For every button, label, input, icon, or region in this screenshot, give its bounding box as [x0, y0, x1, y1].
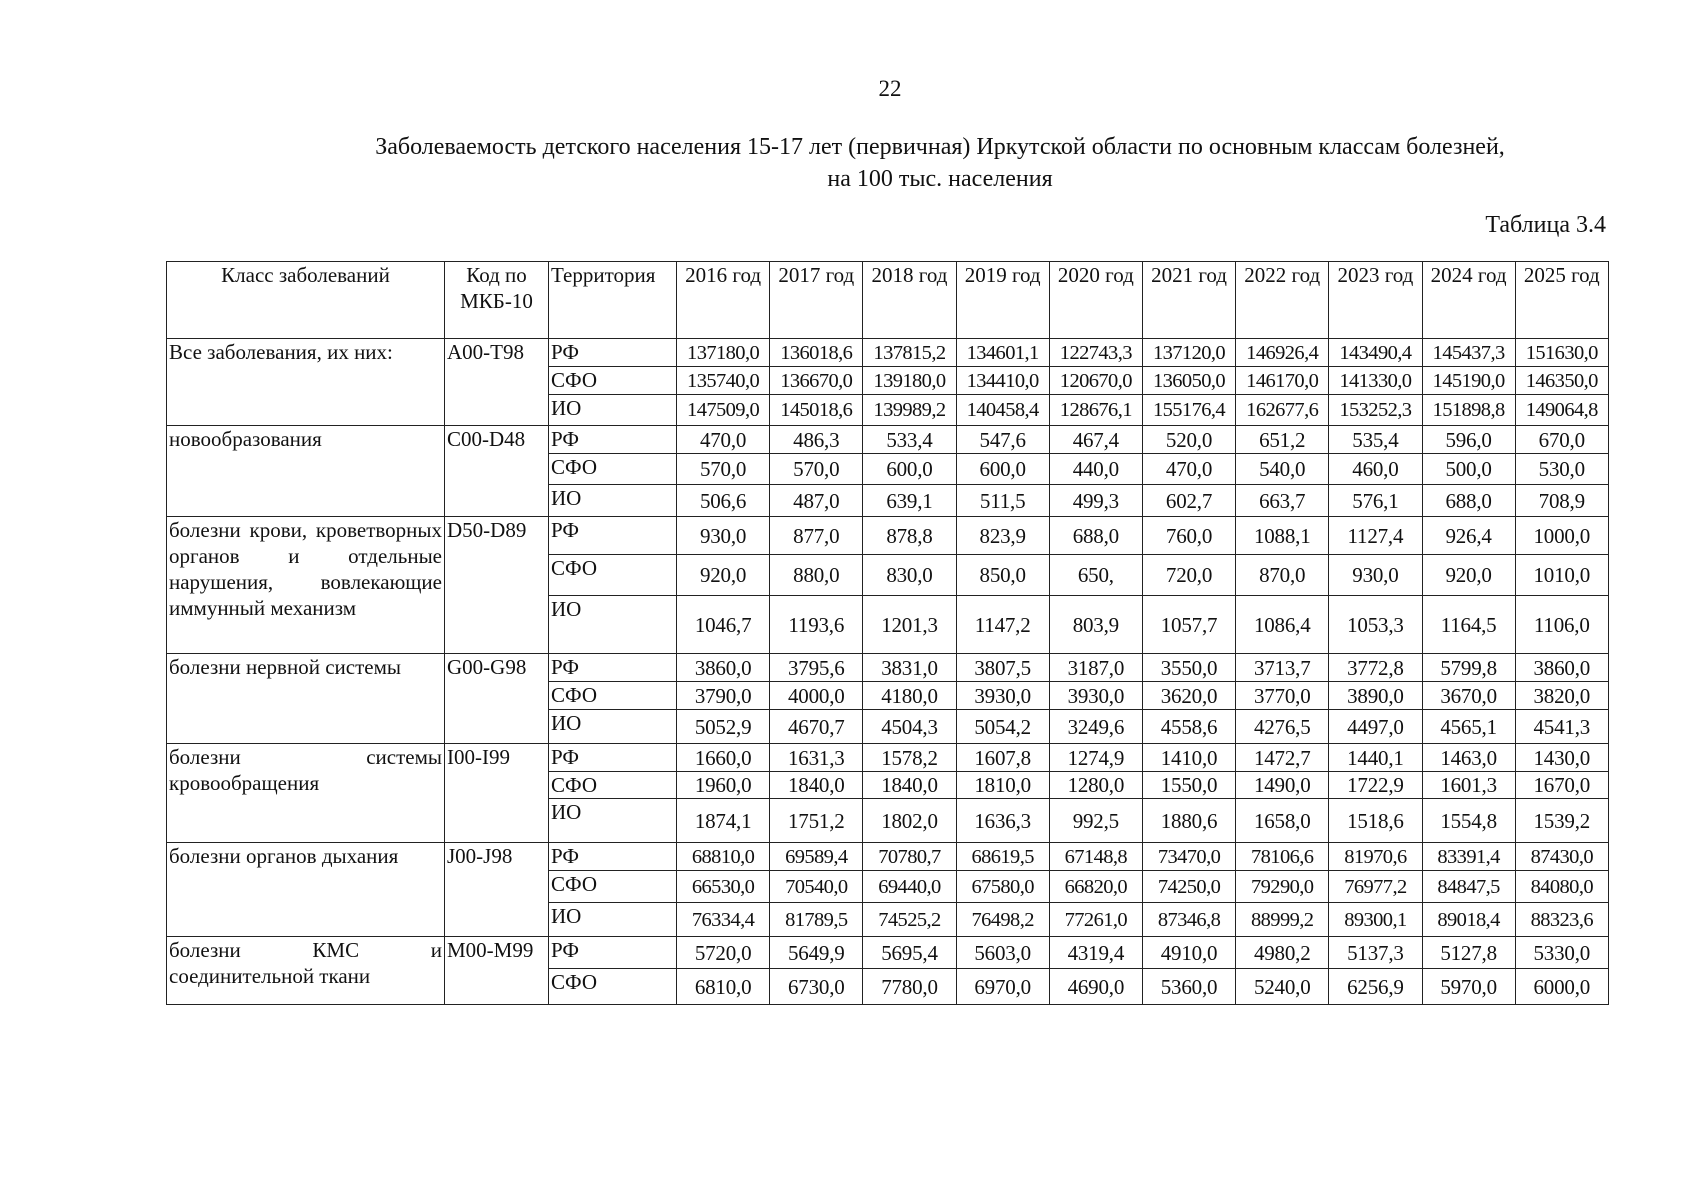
value-cell: 877,0 [770, 517, 863, 555]
value-cell: 670,0 [1515, 426, 1608, 454]
disease-class-cell: болезни органов дыхания [167, 843, 445, 937]
icd-code-cell: G00-G98 [445, 654, 549, 744]
value-cell: 1874,1 [677, 799, 770, 843]
header-year: 2025 год [1515, 262, 1608, 339]
value-cell: 1840,0 [863, 772, 956, 799]
value-cell: 84080,0 [1515, 871, 1608, 903]
value-cell: 3890,0 [1329, 682, 1422, 710]
value-cell: 1463,0 [1422, 744, 1515, 772]
value-cell: 930,0 [677, 517, 770, 555]
value-cell: 6730,0 [770, 969, 863, 1005]
value-cell: 5360,0 [1142, 969, 1235, 1005]
territory-cell: СФО [549, 772, 677, 799]
value-cell: 3670,0 [1422, 682, 1515, 710]
value-cell: 467,4 [1049, 426, 1142, 454]
value-cell: 87430,0 [1515, 843, 1608, 871]
value-cell: 128676,1 [1049, 395, 1142, 426]
value-cell: 1810,0 [956, 772, 1049, 799]
value-cell: 1147,2 [956, 596, 1049, 654]
value-cell: 134601,1 [956, 339, 1049, 367]
value-cell: 146926,4 [1236, 339, 1329, 367]
header-year: 2024 год [1422, 262, 1515, 339]
value-cell: 878,8 [863, 517, 956, 555]
value-cell: 76498,2 [956, 903, 1049, 937]
value-cell: 500,0 [1422, 454, 1515, 485]
value-cell: 639,1 [863, 485, 956, 517]
page-number: 22 [878, 76, 902, 101]
territory-cell: СФО [549, 367, 677, 395]
value-cell: 823,9 [956, 517, 1049, 555]
territory-cell: РФ [549, 517, 677, 555]
value-cell: 6810,0 [677, 969, 770, 1005]
value-cell: 440,0 [1049, 454, 1142, 485]
value-cell: 134410,0 [956, 367, 1049, 395]
value-cell: 3930,0 [1049, 682, 1142, 710]
value-cell: 88323,6 [1515, 903, 1608, 937]
table-row [167, 517, 1609, 555]
header-year: 2018 год [863, 262, 956, 339]
value-cell: 1607,8 [956, 744, 1049, 772]
value-cell: 74250,0 [1142, 871, 1235, 903]
value-cell: 1631,3 [770, 744, 863, 772]
territory-cell: СФО [549, 969, 677, 1005]
territory-cell: ИО [549, 710, 677, 744]
header-code: Код по МКБ-10 [445, 262, 549, 339]
value-cell: 530,0 [1515, 454, 1608, 485]
value-cell: 5054,2 [956, 710, 1049, 744]
value-cell: 139180,0 [863, 367, 956, 395]
value-cell: 6256,9 [1329, 969, 1422, 1005]
territory-cell: РФ [549, 654, 677, 682]
icd-code-cell: D50-D89 [445, 517, 549, 654]
value-cell: 1274,9 [1049, 744, 1142, 772]
value-cell: 830,0 [863, 555, 956, 596]
value-cell: 1539,2 [1515, 799, 1608, 843]
value-cell: 145190,0 [1422, 367, 1515, 395]
value-cell: 1053,3 [1329, 596, 1422, 654]
territory-cell: СФО [549, 682, 677, 710]
value-cell: 3770,0 [1236, 682, 1329, 710]
value-cell: 3187,0 [1049, 654, 1142, 682]
value-cell: 600,0 [863, 454, 956, 485]
document-title [240, 131, 1640, 195]
value-cell: 1880,6 [1142, 799, 1235, 843]
value-cell: 1554,8 [1422, 799, 1515, 843]
value-cell: 76334,4 [677, 903, 770, 937]
value-cell: 760,0 [1142, 517, 1235, 555]
value-cell: 4910,0 [1142, 937, 1235, 969]
value-cell: 1088,1 [1236, 517, 1329, 555]
value-cell: 470,0 [677, 426, 770, 454]
value-cell: 137120,0 [1142, 339, 1235, 367]
value-cell: 1751,2 [770, 799, 863, 843]
value-cell: 1410,0 [1142, 744, 1235, 772]
header-year: 2020 год [1049, 262, 1142, 339]
value-cell: 5137,3 [1329, 937, 1422, 969]
table-row [167, 654, 1609, 682]
value-cell: 1490,0 [1236, 772, 1329, 799]
icd-code-cell: J00-J98 [445, 843, 549, 937]
value-cell: 3860,0 [1515, 654, 1608, 682]
value-cell: 3772,8 [1329, 654, 1422, 682]
disease-class-cell: болезни крови, кроветворных органов и отдельные нарушения, вовлекающие иммунный механизм [167, 517, 445, 654]
value-cell: 3790,0 [677, 682, 770, 710]
value-cell: 540,0 [1236, 454, 1329, 485]
value-cell: 5970,0 [1422, 969, 1515, 1005]
value-cell: 68619,5 [956, 843, 1049, 871]
value-cell: 4565,1 [1422, 710, 1515, 744]
value-cell: 4504,3 [863, 710, 956, 744]
header-year: 2022 год [1236, 262, 1329, 339]
value-cell: 3820,0 [1515, 682, 1608, 710]
value-cell: 930,0 [1329, 555, 1422, 596]
value-cell: 992,5 [1049, 799, 1142, 843]
value-cell: 151630,0 [1515, 339, 1608, 367]
value-cell: 66530,0 [677, 871, 770, 903]
value-cell: 1280,0 [1049, 772, 1142, 799]
value-cell: 1658,0 [1236, 799, 1329, 843]
value-cell: 1106,0 [1515, 596, 1608, 654]
value-cell: 4319,4 [1049, 937, 1142, 969]
header-year: 2023 год [1329, 262, 1422, 339]
value-cell: 5649,9 [770, 937, 863, 969]
value-cell: 1046,7 [677, 596, 770, 654]
value-cell: 5127,8 [1422, 937, 1515, 969]
table-header-row [167, 262, 1609, 339]
value-cell: 76977,2 [1329, 871, 1422, 903]
header-year: 2017 год [770, 262, 863, 339]
table-row [167, 426, 1609, 454]
value-cell: 688,0 [1049, 517, 1142, 555]
value-cell: 120670,0 [1049, 367, 1142, 395]
value-cell: 1722,9 [1329, 772, 1422, 799]
value-cell: 140458,4 [956, 395, 1049, 426]
value-cell: 83391,4 [1422, 843, 1515, 871]
value-cell: 136670,0 [770, 367, 863, 395]
value-cell: 4541,3 [1515, 710, 1608, 744]
value-cell: 89018,4 [1422, 903, 1515, 937]
value-cell: 155176,4 [1142, 395, 1235, 426]
value-cell: 141330,0 [1329, 367, 1422, 395]
value-cell: 511,5 [956, 485, 1049, 517]
value-cell: 5720,0 [677, 937, 770, 969]
header-class: Класс заболеваний [167, 262, 445, 339]
value-cell: 136050,0 [1142, 367, 1235, 395]
value-cell: 1201,3 [863, 596, 956, 654]
value-cell: 3550,0 [1142, 654, 1235, 682]
value-cell: 1670,0 [1515, 772, 1608, 799]
value-cell: 136018,6 [770, 339, 863, 367]
value-cell: 520,0 [1142, 426, 1235, 454]
value-cell: 651,2 [1236, 426, 1329, 454]
value-cell: 3713,7 [1236, 654, 1329, 682]
value-cell: 3620,0 [1142, 682, 1235, 710]
disease-class-cell: Все заболевания, их них: [167, 339, 445, 426]
value-cell: 1578,2 [863, 744, 956, 772]
value-cell: 151898,8 [1422, 395, 1515, 426]
value-cell: 1010,0 [1515, 555, 1608, 596]
disease-class-cell: болезни КМС и соединительной ткани [167, 937, 445, 1005]
icd-code-cell: M00-M99 [445, 937, 549, 1005]
value-cell: 1127,4 [1329, 517, 1422, 555]
value-cell: 870,0 [1236, 555, 1329, 596]
value-cell: 79290,0 [1236, 871, 1329, 903]
territory-cell: СФО [549, 871, 677, 903]
value-cell: 470,0 [1142, 454, 1235, 485]
value-cell: 89300,1 [1329, 903, 1422, 937]
value-cell: 143490,4 [1329, 339, 1422, 367]
value-cell: 533,4 [863, 426, 956, 454]
value-cell: 535,4 [1329, 426, 1422, 454]
value-cell: 6970,0 [956, 969, 1049, 1005]
table-caption: Таблица 3.4 [1485, 212, 1606, 238]
value-cell: 1660,0 [677, 744, 770, 772]
value-cell: 720,0 [1142, 555, 1235, 596]
value-cell: 68810,0 [677, 843, 770, 871]
value-cell: 87346,8 [1142, 903, 1235, 937]
title-line-1: Заболеваемость детского населения 15-17 лет (первичная) Иркутской области по основным классам болезней, [375, 134, 1505, 160]
value-cell: 4558,6 [1142, 710, 1235, 744]
value-cell: 920,0 [677, 555, 770, 596]
value-cell: 1057,7 [1142, 596, 1235, 654]
value-cell: 70540,0 [770, 871, 863, 903]
table-row [167, 339, 1609, 367]
value-cell: 4000,0 [770, 682, 863, 710]
value-cell: 1802,0 [863, 799, 956, 843]
value-cell: 3831,0 [863, 654, 956, 682]
value-cell: 1000,0 [1515, 517, 1608, 555]
value-cell: 147509,0 [677, 395, 770, 426]
territory-cell: ИО [549, 903, 677, 937]
disease-class-cell: новообразования [167, 426, 445, 517]
value-cell: 88999,2 [1236, 903, 1329, 937]
territory-cell: РФ [549, 937, 677, 969]
table-row [167, 843, 1609, 871]
value-cell: 66820,0 [1049, 871, 1142, 903]
value-cell: 3795,6 [770, 654, 863, 682]
icd-code-cell: A00-T98 [445, 339, 549, 426]
value-cell: 146170,0 [1236, 367, 1329, 395]
value-cell: 1601,3 [1422, 772, 1515, 799]
value-cell: 78106,6 [1236, 843, 1329, 871]
value-cell: 67148,8 [1049, 843, 1142, 871]
value-cell: 1518,6 [1329, 799, 1422, 843]
value-cell: 81789,5 [770, 903, 863, 937]
value-cell: 4276,5 [1236, 710, 1329, 744]
value-cell: 926,4 [1422, 517, 1515, 555]
territory-cell: РФ [549, 426, 677, 454]
value-cell: 3249,6 [1049, 710, 1142, 744]
value-cell: 1840,0 [770, 772, 863, 799]
value-cell: 5695,4 [863, 937, 956, 969]
territory-cell: СФО [549, 454, 677, 485]
icd-code-cell: C00-D48 [445, 426, 549, 517]
value-cell: 1440,1 [1329, 744, 1422, 772]
value-cell: 145018,6 [770, 395, 863, 426]
value-cell: 5240,0 [1236, 969, 1329, 1005]
value-cell: 139989,2 [863, 395, 956, 426]
value-cell: 5052,9 [677, 710, 770, 744]
value-cell: 7780,0 [863, 969, 956, 1005]
value-cell: 486,3 [770, 426, 863, 454]
territory-cell: СФО [549, 555, 677, 596]
value-cell: 803,9 [1049, 596, 1142, 654]
value-cell: 1430,0 [1515, 744, 1608, 772]
value-cell: 3807,5 [956, 654, 1049, 682]
territory-cell: РФ [549, 339, 677, 367]
table-body [167, 339, 1609, 1005]
value-cell: 850,0 [956, 555, 1049, 596]
value-cell: 81970,6 [1329, 843, 1422, 871]
territory-cell: ИО [549, 485, 677, 517]
value-cell: 506,6 [677, 485, 770, 517]
header-year: 2019 год [956, 262, 1049, 339]
value-cell: 487,0 [770, 485, 863, 517]
value-cell: 149064,8 [1515, 395, 1608, 426]
value-cell: 146350,0 [1515, 367, 1608, 395]
value-cell: 576,1 [1329, 485, 1422, 517]
value-cell: 460,0 [1329, 454, 1422, 485]
value-cell: 1193,6 [770, 596, 863, 654]
value-cell: 137180,0 [677, 339, 770, 367]
value-cell: 4980,2 [1236, 937, 1329, 969]
title-line-2: на 100 тыс. населения [827, 166, 1053, 192]
value-cell: 1960,0 [677, 772, 770, 799]
value-cell: 145437,3 [1422, 339, 1515, 367]
value-cell: 5603,0 [956, 937, 1049, 969]
value-cell: 137815,2 [863, 339, 956, 367]
territory-cell: РФ [549, 744, 677, 772]
value-cell: 570,0 [770, 454, 863, 485]
value-cell: 6000,0 [1515, 969, 1608, 1005]
table-row [167, 744, 1609, 772]
value-cell: 663,7 [1236, 485, 1329, 517]
territory-cell: ИО [549, 395, 677, 426]
value-cell: 67580,0 [956, 871, 1049, 903]
value-cell: 688,0 [1422, 485, 1515, 517]
value-cell: 4497,0 [1329, 710, 1422, 744]
value-cell: 69589,4 [770, 843, 863, 871]
value-cell: 1472,7 [1236, 744, 1329, 772]
value-cell: 74525,2 [863, 903, 956, 937]
icd-code-cell: I00-I99 [445, 744, 549, 843]
disease-class-cell: болезни нервной системы [167, 654, 445, 744]
value-cell: 570,0 [677, 454, 770, 485]
header-year: 2016 год [677, 262, 770, 339]
value-cell: 1164,5 [1422, 596, 1515, 654]
morbidity-table [166, 261, 1609, 1005]
value-cell: 73470,0 [1142, 843, 1235, 871]
value-cell: 1636,3 [956, 799, 1049, 843]
table-row [167, 937, 1609, 969]
value-cell: 77261,0 [1049, 903, 1142, 937]
value-cell: 499,3 [1049, 485, 1142, 517]
value-cell: 4180,0 [863, 682, 956, 710]
value-cell: 135740,0 [677, 367, 770, 395]
value-cell: 600,0 [956, 454, 1049, 485]
value-cell: 69440,0 [863, 871, 956, 903]
value-cell: 596,0 [1422, 426, 1515, 454]
territory-cell: ИО [549, 799, 677, 843]
value-cell: 920,0 [1422, 555, 1515, 596]
territory-cell: РФ [549, 843, 677, 871]
value-cell: 4690,0 [1049, 969, 1142, 1005]
header-territory: Территория [549, 262, 677, 339]
value-cell: 3930,0 [956, 682, 1049, 710]
value-cell: 153252,3 [1329, 395, 1422, 426]
value-cell: 5799,8 [1422, 654, 1515, 682]
disease-class-cell: болезни системы кровообращения [167, 744, 445, 843]
value-cell: 4670,7 [770, 710, 863, 744]
territory-cell: ИО [549, 596, 677, 654]
value-cell: 162677,6 [1236, 395, 1329, 426]
value-cell: 84847,5 [1422, 871, 1515, 903]
value-cell: 880,0 [770, 555, 863, 596]
value-cell: 1550,0 [1142, 772, 1235, 799]
value-cell: 5330,0 [1515, 937, 1608, 969]
value-cell: 3860,0 [677, 654, 770, 682]
value-cell: 650, [1049, 555, 1142, 596]
value-cell: 1086,4 [1236, 596, 1329, 654]
value-cell: 708,9 [1515, 485, 1608, 517]
value-cell: 70780,7 [863, 843, 956, 871]
value-cell: 122743,3 [1049, 339, 1142, 367]
value-cell: 602,7 [1142, 485, 1235, 517]
header-year: 2021 год [1142, 262, 1235, 339]
value-cell: 547,6 [956, 426, 1049, 454]
